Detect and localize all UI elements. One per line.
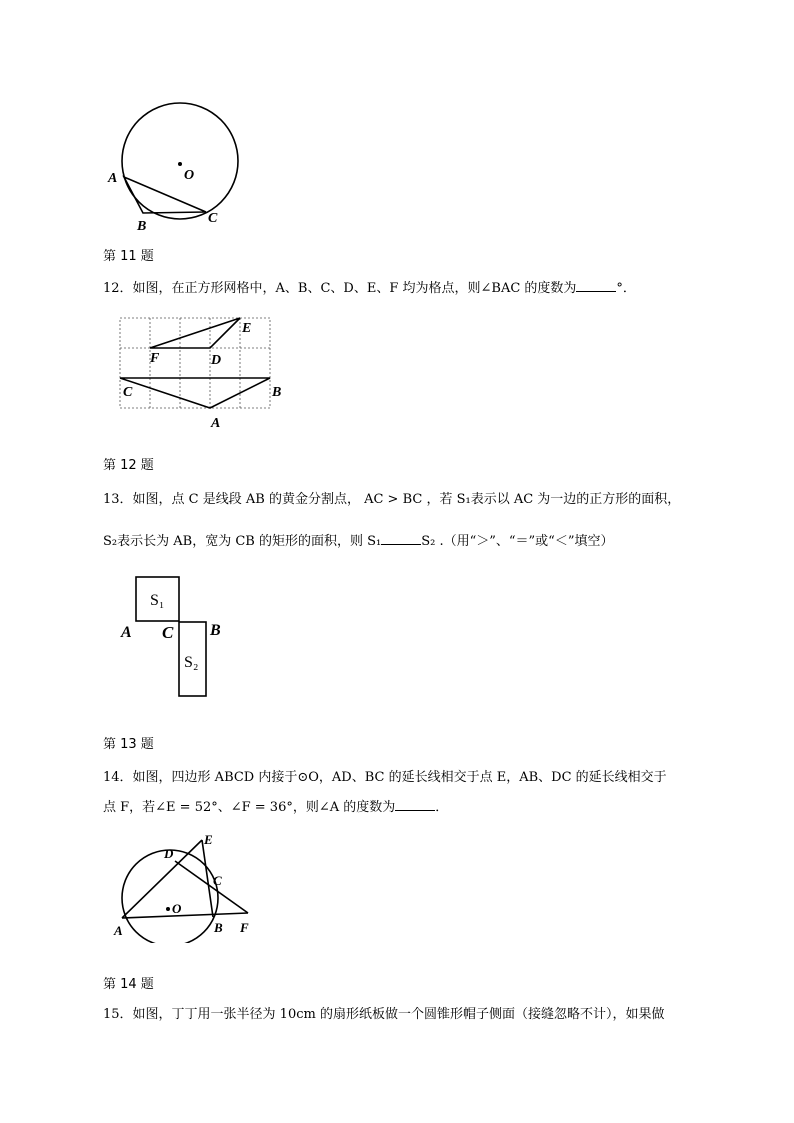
label-B: B	[137, 219, 147, 234]
caption-14: 第 14 题	[103, 977, 154, 992]
figure-13	[112, 570, 242, 702]
q12-text: 12．如图，在正方形网格中，A、B、C、D、E、F 均为格点，则∠BAC 的度数为	[103, 281, 577, 296]
q13-line2-a: S₂表示长为 AB，宽为 CB 的矩形的面积，则 S₁	[103, 534, 382, 549]
question-13-line-1: 13．如图，点 C 是线段 AB 的黄金分割点， AC > BC ，若 S₁表示以 AC 为一边的正方形的面积，	[103, 492, 681, 507]
label-F: F	[150, 351, 160, 366]
label-E: E	[242, 321, 252, 336]
question-13-line-2	[103, 530, 613, 549]
answer-blank-12[interactable]	[576, 279, 616, 292]
label-A: A	[211, 416, 221, 431]
caption-13: 第 13 题	[103, 737, 154, 752]
label-D: D	[211, 353, 222, 368]
label-A: A	[121, 624, 132, 641]
label-A: A	[114, 923, 123, 938]
label-C: C	[208, 211, 218, 226]
q13-line2-b: S₂ .（用“＞”、“＝”或“＜”填空）	[421, 534, 614, 549]
label-C: C	[162, 623, 174, 642]
question-14-line-2	[103, 796, 448, 815]
label-E: E	[204, 832, 213, 847]
label-O: O	[184, 168, 195, 183]
q12-tail: °．	[616, 281, 636, 296]
label-C: C	[213, 873, 222, 888]
center-dot	[166, 907, 170, 911]
answer-blank-13[interactable]	[381, 532, 421, 545]
caption-11: 第 11 题	[103, 249, 154, 264]
figure-12	[110, 312, 300, 432]
label-O: O	[172, 901, 182, 916]
label-F: F	[240, 920, 249, 935]
q14-line2-a: 点 F，若∠E = 52°、∠F = 36°，则∠A 的度数为	[103, 800, 396, 815]
figure-14	[110, 828, 270, 943]
label-S1: S₁	[150, 592, 165, 609]
circle-o	[122, 850, 218, 943]
label-B: B	[214, 920, 223, 935]
figure-11	[100, 88, 250, 238]
label-A: A	[108, 171, 118, 186]
label-S2: S₂	[184, 654, 199, 671]
label-B: B	[272, 385, 282, 400]
question-15: 15．如图，丁丁用一张半径为 10cm 的扇形纸板做一个圆锥形帽子侧面（接缝忽略不计），如果做	[103, 1007, 665, 1022]
label-C: C	[123, 385, 133, 400]
q14-line2-b: ．	[435, 800, 449, 815]
caption-12: 第 12 题	[103, 458, 154, 473]
center-dot	[178, 162, 182, 166]
label-D: D	[164, 846, 174, 861]
answer-blank-14[interactable]	[395, 798, 435, 811]
label-B: B	[210, 622, 221, 639]
question-12	[103, 277, 636, 296]
question-14-line-1: 14．如图，四边形 ABCD 内接于⊙O，AD、BC 的延长线相交于点 E，AB、DC 的延长线相交于	[103, 770, 667, 785]
